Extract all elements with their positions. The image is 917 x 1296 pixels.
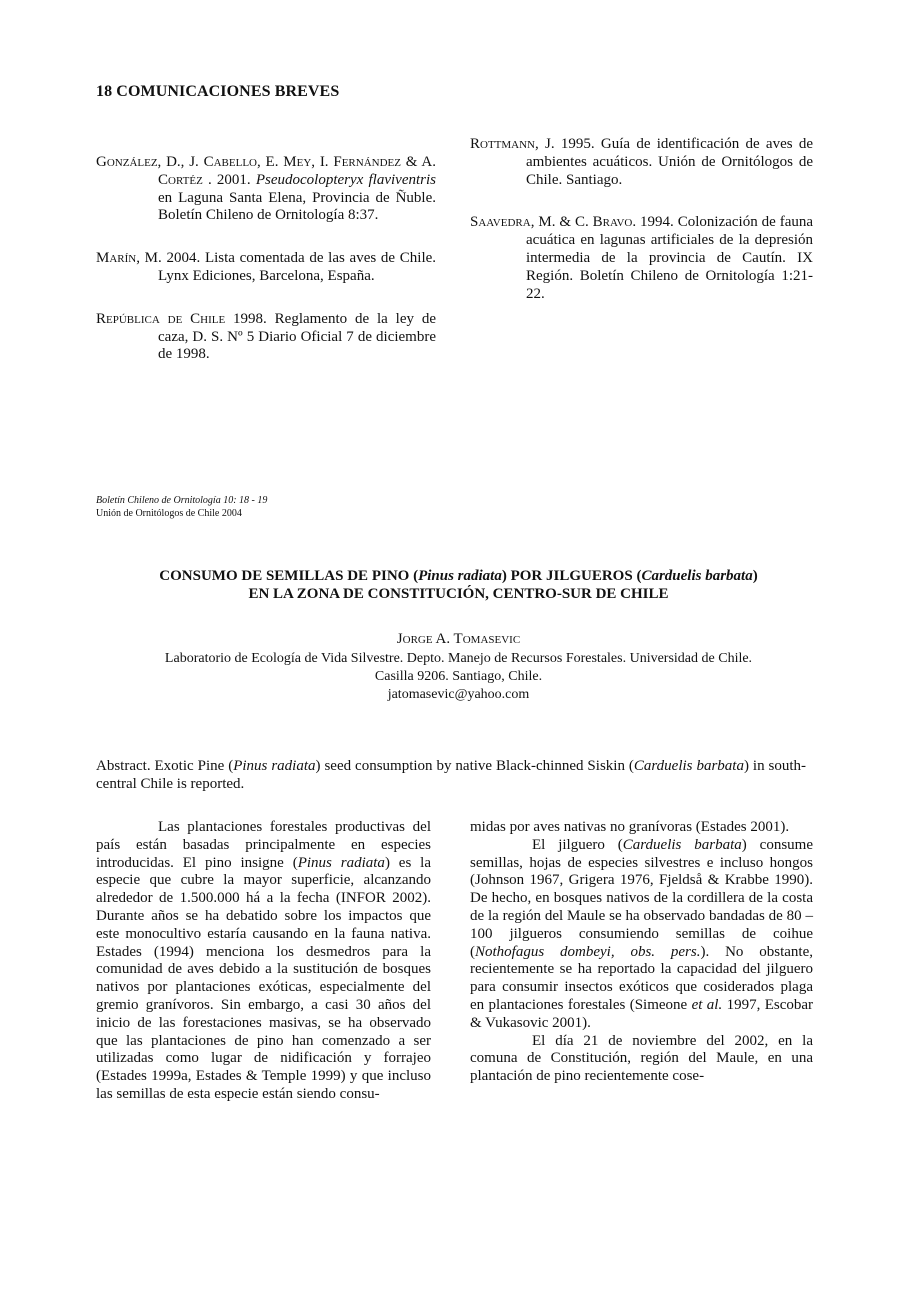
- reference-authors: República de Chile: [96, 310, 226, 327]
- body-text: ) consume semillas, hojas de especies silvestres e incluso hongos (Johnson 1967, Grigera 1976, Fjeldså & Krabbe 1990). De hecho, en bosques nativos de la cordillera de la costa de la región del Maule se ha observado bandadas de 80 – 100 jilgueros consumiendo semillas de coihue (: [470, 836, 813, 960]
- reference-authors: Rottmann, J.: [470, 136, 555, 152]
- abstract-text: ) in south-central Chile is reported.: [96, 758, 807, 792]
- affiliation-line-1: Laboratorio de Ecología de Vida Silvestre. Depto. Manejo de Recursos Forestales. Universidad de Chile.: [164, 651, 753, 666]
- body-citation-etal: et al.: [691, 996, 723, 1013]
- reference-authors: Saavedra, M. & C. Bravo.: [470, 214, 637, 231]
- author-email: jatomasevic@yahoo.com: [387, 687, 530, 702]
- abstract-text: ) seed consumption by native Black-chinned Siskin (: [315, 758, 634, 774]
- journal-publisher: Unión de Ornitólogos de Chile 2004: [96, 508, 242, 519]
- body-column-right: [470, 819, 813, 1086]
- abstract-text: Abstract. Exotic Pine (: [96, 758, 234, 774]
- body-text: Las plantaciones forestales productivas del país están basadas principalmente en especies introducidas. El pino insigne (: [96, 819, 431, 871]
- body-paragraph: [96, 819, 431, 1104]
- body-paragraph: [470, 837, 813, 1033]
- abstract-species: Carduelis barbata: [633, 758, 744, 774]
- title-text: ) POR JILGUEROS (: [501, 568, 642, 584]
- references-left: [96, 154, 436, 389]
- abstract-species: Pinus radiata: [233, 758, 316, 774]
- running-head: 18 COMUNICACIONES BREVES: [96, 83, 340, 100]
- reference-rest: Colonización de fauna acuática en lagunas artificiales de la depresión intermedia de la provincia de Cautín. IX Región. Boletín Chileno de Ornitología 1:21-22.: [526, 214, 814, 302]
- article-author: Jorge A. Tomasevic: [396, 631, 521, 647]
- body-species: Nothofagus dombeyi, obs. pers.: [475, 943, 701, 960]
- reference-authors: Marín, M.: [96, 250, 162, 267]
- body-text: 1997, Escobar & Vukasovic 2001).: [470, 996, 814, 1031]
- reference-rest: Lista comentada de las aves de Chile. Lynx Ediciones, Barcelona, España.: [158, 250, 437, 284]
- body-column-left: [96, 819, 431, 1104]
- title-text: CONSUMO DE SEMILLAS DE PINO (: [159, 568, 419, 584]
- body-species: Pinus radiata: [297, 854, 385, 871]
- article-title: [60, 567, 857, 603]
- affiliation-line-2: Casilla 9206. Santiago, Chile.: [374, 669, 543, 684]
- title-line-2: EN LA ZONA DE CONSTITUCIÓN, CENTRO-SUR DE CHILE: [248, 586, 669, 602]
- reference-item: [470, 214, 813, 303]
- body-text: ) es la especie que cubre la mayor superficie, alcanzando alrededor de 1.500.000 há a la fecha (INFOR 2002). Durante años se ha debatido sobre los impactos que este monocultivo estaría causando en la fauna nativa. Estades (1994) menciona los desmedros para la comunidad de aves debido a la sustitución de bosques nativos por plantaciones exóticas, especialmente del gremio granívoros. Sin embargo, a casi 30 años del inicio de las forestaciones masivas, se ha observado que las plantaciones de pino han comenzado a ser utilizadas como lugar de nidificación y forrajeo (Estades 1999a, Estades & Temple 1999) y que incluso las semillas de esta especie están siendo consu-: [96, 854, 431, 1102]
- reference-year: 2004.: [161, 250, 205, 267]
- journal-meta: [96, 494, 267, 520]
- title-text: ): [752, 568, 758, 584]
- reference-year: 1995.: [554, 136, 601, 152]
- reference-year: 1994.: [636, 214, 678, 231]
- title-species-siskin: Carduelis barbata: [641, 568, 753, 584]
- body-text: El jilguero (: [532, 836, 623, 853]
- reference-year: . 2001.: [202, 171, 256, 188]
- reference-rest: en Laguna Santa Elena, Provincia de Ñuble. Boletín Chileno de Ornitología 8:37.: [158, 189, 436, 224]
- reference-item: [96, 154, 436, 225]
- journal-citation: Boletín Chileno de Ornitología 10: 18 - 19: [96, 495, 268, 506]
- reference-item: [96, 250, 436, 286]
- reference-item: [96, 311, 436, 364]
- reference-rest: Guía de identificación de aves de ambientes acuáticos. Unión de Ornitólogos de Chile. Santiago.: [526, 136, 814, 188]
- title-species-pine: Pinus radiata: [418, 568, 502, 584]
- body-text: ). No obstante, recientemente se ha reportado la capacidad del jilguero para consumir insectos exóticos que cosiderados plaga en plantaciones forestales (Simeone: [470, 943, 813, 1013]
- reference-rest: Reglamento de la ley de caza, D. S. Nº 5 Diario Oficial 7 de diciembre de 1998.: [158, 310, 437, 363]
- title-line-1: [60, 567, 857, 585]
- reference-item: [470, 136, 813, 189]
- abstract: [96, 757, 806, 793]
- reference-year: 1998.: [225, 310, 275, 327]
- body-paragraph: El día 21 de noviembre del 2002, en la comuna de Constitución, región del Maule, en una plantación de pino recientemente cose-: [470, 1032, 813, 1085]
- reference-species: Pseudocolopteryx flaviventris: [255, 171, 436, 188]
- author-affiliation: [60, 650, 857, 704]
- body-paragraph: midas por aves nativas no granívoras (Estades 2001).: [470, 819, 790, 835]
- references-right: [470, 136, 813, 328]
- reference-authors: González, D., J. Cabello, E. Mey, I. Fernández & A. Cortéz: [96, 154, 436, 188]
- body-species: Carduelis barbata: [622, 836, 742, 853]
